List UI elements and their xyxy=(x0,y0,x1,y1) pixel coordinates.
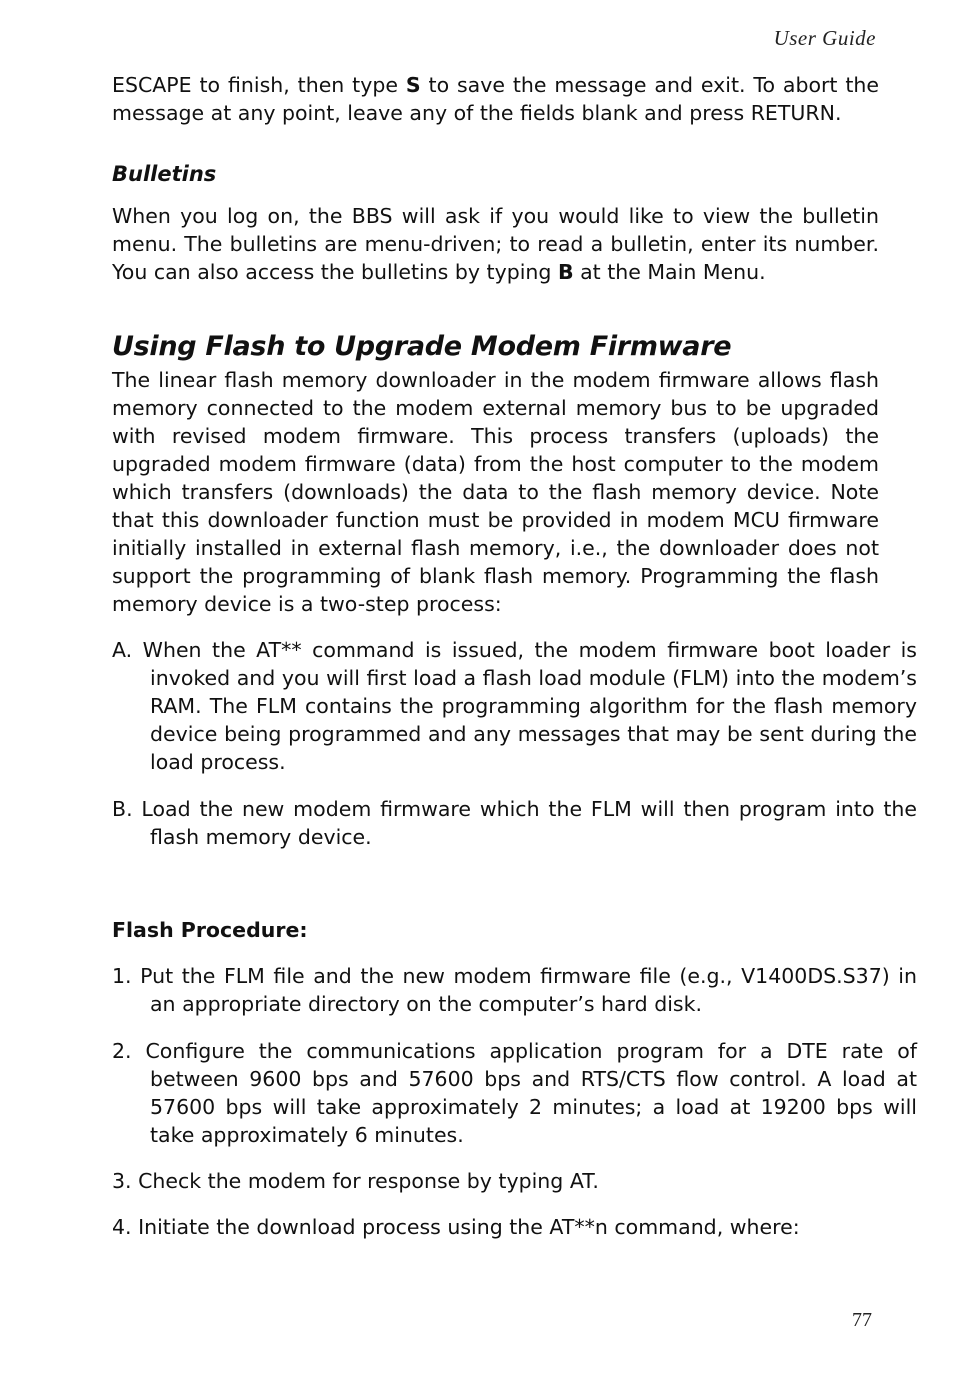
procedure-step-1: 1. Put the FLM file and the new modem firmware file (e.g., V1400DS.S37) in an appropriate directory on the computer’s hard disk. xyxy=(112,964,917,1016)
section-heading-flash: Using Flash to Upgrade Modem Firmware xyxy=(112,331,732,362)
save-key: S xyxy=(405,73,421,97)
procedure-heading: Flash Procedure: xyxy=(112,918,308,942)
intro-text-end: to save the message and exit. To abort the message at any point, leave any of the fields blank and press RETURN. xyxy=(112,73,880,125)
bulletins-key: B xyxy=(557,260,574,284)
flash-step-a: A. When the AT** command is issued, the modem firmware boot loader is invoked and you will first load a flash load module (FLM) into the modem’s RAM. The FLM contains the programming algorithm for the flash memory device being programmed and any messages that may be sent during the load process. xyxy=(112,638,917,774)
running-header: User Guide xyxy=(773,26,876,50)
flash-intro-paragraph: The linear flash memory downloader in the modem firmware allows flash memory connected to the modem external memory bus to be upgraded with revised modem firmware. This process transfers (uploads) the upgraded modem firmware (data) from the host computer to the modem which transfers (downloads) the data to the flash memory device. Note that this downloader function must be provided in modem MCU firmware initially installed in external flash memory, i.e., the downloader does not support the programming of blank flash memory. Programming the flash memory device is a two-step process: xyxy=(112,368,879,616)
procedure-step-4: 4. Initiate the download process using the AT**n command, where: xyxy=(112,1215,800,1239)
procedure-step-2: 2. Configure the communications application program for a DTE rate of between 9600 bps and 57600 bps and RTS/CTS flow control. A load at 57600 bps will take approximately 2 minutes; a load at 19200 bps will take approximately 6 minutes. xyxy=(112,1039,917,1147)
flash-step-b: B. Load the new modem firmware which the FLM will then program into the flash memory device. xyxy=(112,797,917,849)
bulletins-paragraph xyxy=(112,202,879,286)
page-number: 77 xyxy=(852,1309,872,1331)
bulletins-heading: Bulletins xyxy=(112,162,217,186)
bulletins-text-end: at the Main Menu. xyxy=(573,260,766,284)
intro-paragraph xyxy=(112,71,879,127)
procedure-step-3: 3. Check the modem for response by typing AT. xyxy=(112,1169,599,1193)
bulletins-text-start: When you log on, the BBS will ask if you would like to view the bulletin menu. The bulletins are menu-driven; to read a bulletin, enter its number. You can also access the bulletins by typing xyxy=(112,204,879,284)
intro-text-start: ESCAPE to finish, then type xyxy=(112,73,406,97)
